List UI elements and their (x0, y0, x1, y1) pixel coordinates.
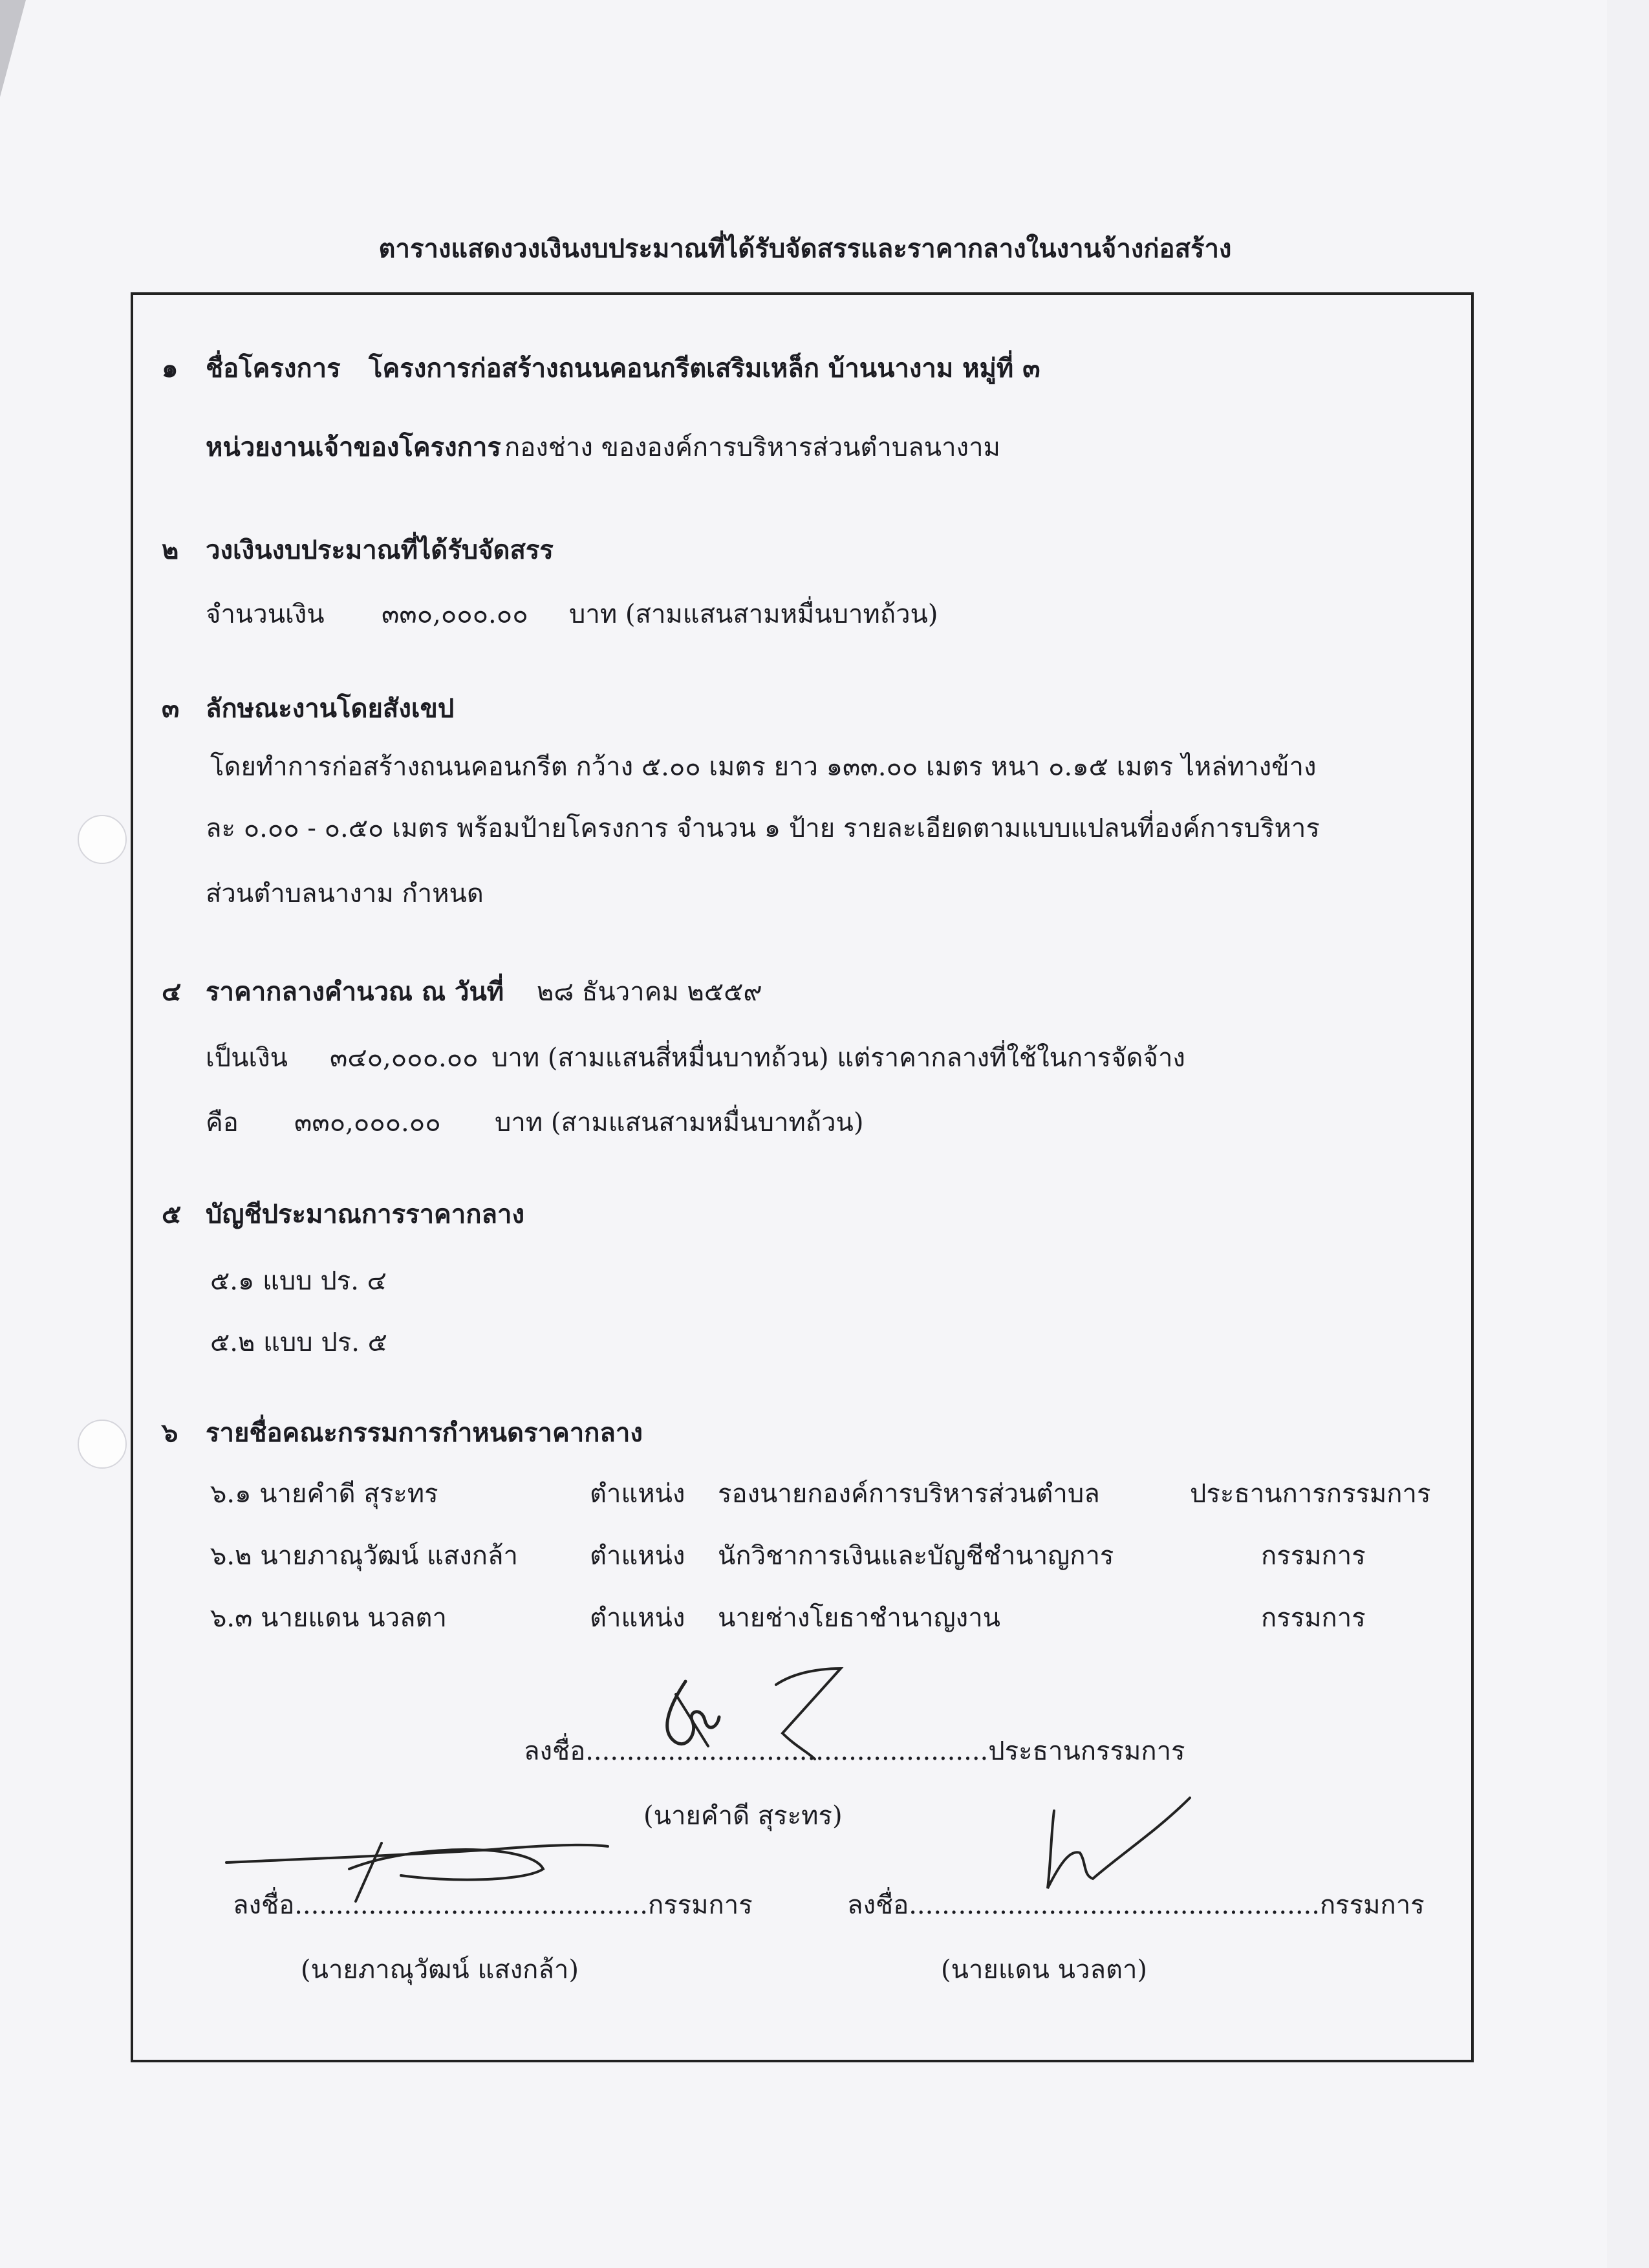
member-2-handwritten-signature (1035, 1791, 1196, 1901)
hire-price-text: บาท (สามแสนสามหมื่นบาทถ้วน) (495, 1108, 864, 1138)
section-1-number: ๑ (162, 353, 178, 383)
project-owner-label: หน่วยงานเจ้าของโครงการ (206, 432, 501, 462)
work-description-line-1: โดยทำการก่อสร้างถนนคอนกรีต กว้าง ๕.๐๐ เมตร ยาว ๑๓๓.๐๐ เมตร หนา ๐.๑๕ เมตร ไหล่ทางข้าง (210, 752, 1317, 782)
member-2-signature-line: ลงชื่อ..................................................กรรมการ (847, 1890, 1425, 1920)
committee-member-position-label: ตำแหน่ง (590, 1603, 685, 1633)
member-1-signature-line: ลงชื่อ...........................................กรรมการ (233, 1890, 753, 1920)
section-6-number: ๖ (162, 1418, 178, 1448)
work-description-line-3: ส่วนตำบลนางาม กำหนด (206, 879, 484, 909)
chair-handwritten-signature (647, 1656, 879, 1785)
section-2-number: ๒ (162, 535, 179, 565)
median-price-amount: ๓๔๐,๐๐๐.๐๐ (330, 1043, 479, 1073)
section-5-label: บัญชีประมาณการราคากลาง (206, 1199, 524, 1229)
chair-printed-name: (นายคำดี สุระทร) (643, 1801, 843, 1831)
section-4-number: ๔ (162, 977, 182, 1007)
budget-amount: ๓๓๐,๐๐๐.๐๐ (382, 599, 528, 629)
section-3-number: ๓ (162, 693, 180, 724)
committee-member-role: กรรมการ (1261, 1541, 1366, 1571)
estimate-form-item: ๕.๑ แบบ ปร. ๔ (210, 1266, 387, 1296)
median-price-text: บาท (สามแสนสี่หมื่นบาทถ้วน) แต่ราคากลางที่ใช้ในการจัดจ้าง (491, 1043, 1185, 1073)
punch-hole-top (78, 815, 127, 864)
hire-price-label: คือ (206, 1108, 239, 1138)
committee-member-position: นายช่างโยธาชำนาญงาน (718, 1603, 1001, 1633)
work-description-line-2: ละ ๐.๐๐ - ๐.๕๐ เมตร พร้อมป้ายโครงการ จำนวน ๑ ป้าย รายละเอียดตามแบบแปลนที่องค์การบริหาร (206, 814, 1320, 843)
committee-member-position: นักวิชาการเงินและบัญชีชำนาญการ (718, 1541, 1114, 1571)
section-1-label: ชื่อโครงการ (206, 353, 341, 383)
hire-price-amount: ๓๓๐,๐๐๐.๐๐ (294, 1108, 441, 1138)
section-2-label: วงเงินงบประมาณที่ได้รับจัดสรร (206, 535, 554, 565)
median-price-date: ๒๘ ธันวาคม ๒๕๕๙ (537, 977, 762, 1007)
committee-member-name: ๖.๑ นายคำดี สุระทร (210, 1479, 438, 1509)
median-price-label: เป็นเงิน (206, 1043, 288, 1073)
folded-corner (0, 0, 26, 97)
document-title: ตารางแสดงวงเงินงบประมาณที่ได้รับจัดสรรและราคากลางในงานจ้างก่อสร้าง (378, 233, 1232, 264)
member-1-printed-name: (นายภาณุวัฒน์ แสงกล้า) (301, 1955, 579, 1985)
chair-signature-line: ลงชื่อ.................................................ประธานกรรมการ (524, 1736, 1185, 1766)
punch-hole-bottom (78, 1420, 127, 1469)
committee-member-position: รองนายกองค์การบริหารส่วนตำบล (718, 1479, 1100, 1509)
section-3-label: ลักษณะงานโดยสังเขป (206, 693, 455, 724)
section-6-label: รายชื่อคณะกรรมการกำหนดราคากลาง (206, 1418, 643, 1448)
member-2-printed-name: (นายแดน นวลตา) (941, 1955, 1148, 1985)
member-1-handwritten-signature (220, 1830, 621, 1908)
committee-member-role: กรรมการ (1261, 1603, 1366, 1633)
committee-member-position-label: ตำแหน่ง (590, 1479, 685, 1509)
estimate-form-item: ๕.๒ แบบ ปร. ๕ (210, 1328, 387, 1357)
committee-member-name: ๖.๓ นายแดน นวลตา (210, 1603, 447, 1633)
budget-amount-text: บาท (สามแสนสามหมื่นบาทถ้วน) (569, 599, 938, 629)
section-5-number: ๕ (162, 1199, 182, 1229)
committee-member-role: ประธานการกรรมการ (1190, 1479, 1431, 1509)
budget-amount-label: จำนวนเงิน (206, 599, 325, 629)
section-4-label: ราคากลางคำนวณ ณ วันที่ (206, 977, 504, 1007)
project-owner-value: กองช่าง ขององค์การบริหารส่วนตำบลนางาม (504, 433, 1000, 462)
project-name: โครงการก่อสร้างถนนคอนกรีตเสริมเหล็ก บ้านนางาม หมู่ที่ ๓ (369, 353, 1040, 383)
committee-member-name: ๖.๒ นายภาณุวัฒน์ แสงกล้า (210, 1541, 518, 1571)
committee-member-position-label: ตำแหน่ง (590, 1541, 685, 1571)
